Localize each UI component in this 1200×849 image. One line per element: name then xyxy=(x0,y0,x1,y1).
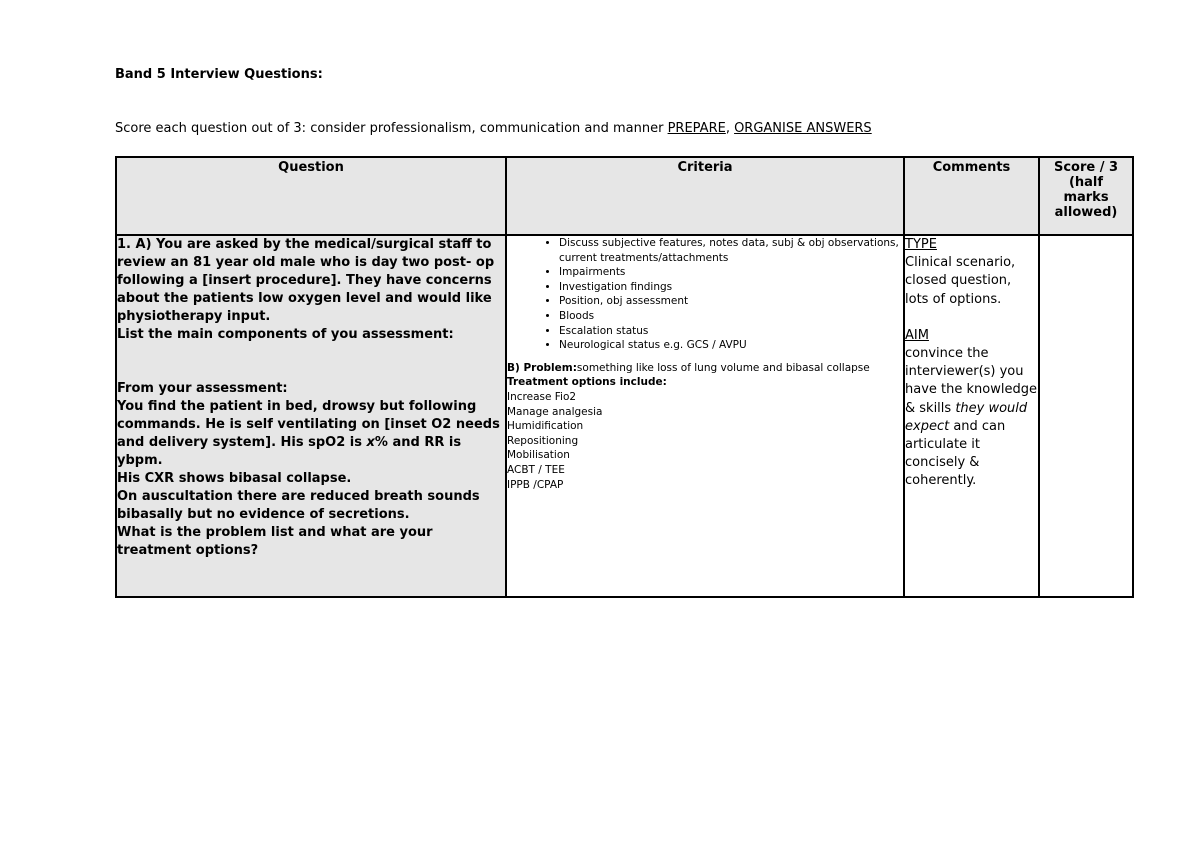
header-comments: Comments xyxy=(904,157,1039,235)
aim-text xyxy=(905,345,1038,491)
question-a-prompt: List the main components of you assessment: xyxy=(117,327,454,342)
question-b-prompt: What is the problem list and what are your treatment options? xyxy=(117,525,433,558)
instructions-text: Score each question out of 3: consider professionalism, communication and manner xyxy=(115,121,668,136)
treatment-item: Repositioning xyxy=(507,434,579,447)
aim-text-end: and can articulate it concisely & coherently. xyxy=(905,418,1006,489)
treatment-item: Manage analgesia xyxy=(507,405,603,418)
page-title: Band 5 Interview Questions: xyxy=(115,67,323,82)
problem-label: B) Problem: xyxy=(507,361,577,374)
header-score xyxy=(1039,157,1133,235)
header-criteria: Criteria xyxy=(506,157,904,235)
treatment-item: Increase Fio2 xyxy=(507,390,577,403)
treatment-item: Mobilisation xyxy=(507,449,570,462)
treatment-item: IPPB /CPAP xyxy=(507,478,564,491)
table-header-row xyxy=(116,157,1133,235)
treatment-item: ACBT / TEE xyxy=(507,463,565,476)
interview-questions-table xyxy=(115,156,1134,598)
header-question: Question xyxy=(116,157,506,235)
problem-text: something like loss of lung volume and bibasal collapse xyxy=(576,361,870,374)
question-b-cxr: His CXR shows bibasal collapse. xyxy=(117,471,352,486)
instructions-separator: , xyxy=(725,121,735,136)
criteria-cell xyxy=(506,235,904,597)
type-label: TYPE xyxy=(905,237,937,252)
scoring-instructions xyxy=(115,121,872,136)
assessment-criteria-list xyxy=(507,236,903,353)
header-score-label: Score / 3 (half marks allowed) xyxy=(1053,160,1119,220)
aim-text-italic: they would expect xyxy=(905,400,1028,434)
score-cell[interactable] xyxy=(1039,235,1133,597)
treatment-item: Humidification xyxy=(507,420,584,433)
organise-answers-link: ORGANISE ANSWERS xyxy=(734,121,872,136)
list-item: • Discuss subjective features, notes data, subj & obj observations, current treatments/attachments xyxy=(559,236,903,265)
prepare-link: PREPARE xyxy=(667,121,726,136)
list-item: • Investigation findings xyxy=(559,280,903,295)
question-cell xyxy=(116,235,506,597)
aim-label: AIM xyxy=(905,327,929,343)
treatment-options-label: Treatment options include: xyxy=(507,376,667,389)
list-item: • Neurological status e.g. GCS / AVPU xyxy=(559,338,903,353)
list-item: • Position, obj assessment xyxy=(559,294,903,309)
comments-cell xyxy=(904,235,1039,597)
aim-text-start: convince the interviewer(s) you have the knowledge & skills xyxy=(905,346,1037,416)
question-a-scenario: 1. A) You are asked by the medical/surgical staff to review an 81 year old male who is day two post- op following a [insert procedure]. They have concerns about the patients low oxygen level and would like physiotherapy input. xyxy=(117,237,495,324)
list-item: • Escalation status xyxy=(559,324,903,339)
question-b-intro: From your assessment: xyxy=(117,381,288,396)
question-b-auscultation: On auscultation there are reduced breath sounds bibasally but no evidence of secretions. xyxy=(117,489,480,522)
type-text: Clinical scenario, closed question, lots of options. xyxy=(905,255,1016,307)
table-row xyxy=(116,235,1133,597)
question-b-findings: You find the patient in bed, drowsy but following commands. He is self ventilating on [inset O2 needs and delivery system]. His spO2 is x% and RR is ybpm. xyxy=(117,399,500,468)
problem-statement xyxy=(507,361,903,376)
list-item: • Bloods xyxy=(559,309,903,324)
list-item: • Impairments xyxy=(559,265,903,280)
